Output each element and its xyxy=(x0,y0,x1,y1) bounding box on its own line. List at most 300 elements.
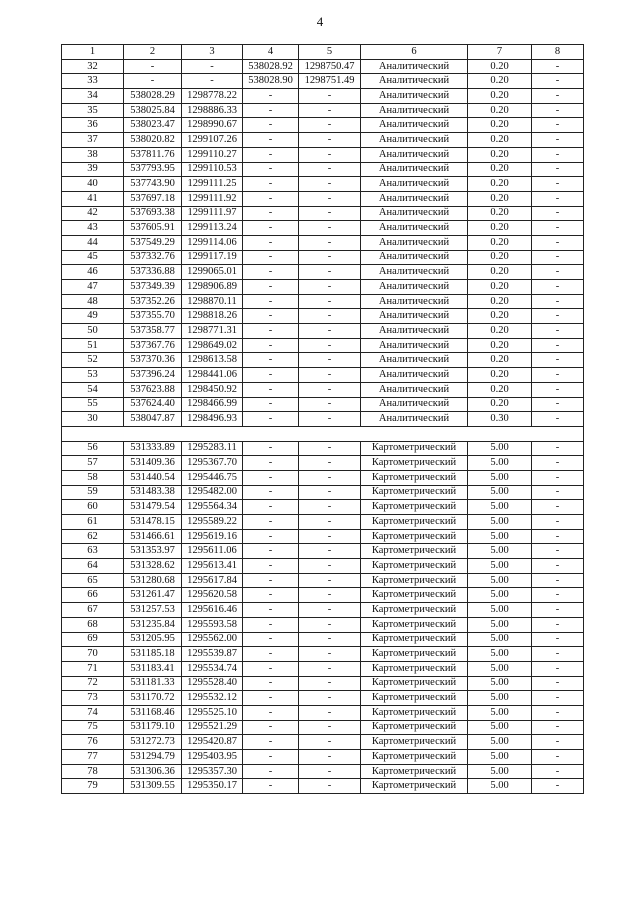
table-cell: 1295532.12 xyxy=(182,691,243,706)
table-cell: 537358.77 xyxy=(124,324,182,339)
table-cell: 1298649.02 xyxy=(182,338,243,353)
table-cell: 5.00 xyxy=(468,779,532,794)
table-cell: 1295613.41 xyxy=(182,559,243,574)
table-cell: - xyxy=(299,705,361,720)
table-cell: - xyxy=(299,779,361,794)
table-cell: - xyxy=(532,573,584,588)
header-cell: 6 xyxy=(361,45,468,60)
table-cell: Аналитический xyxy=(361,353,468,368)
table-cell: - xyxy=(243,309,299,324)
table-cell: - xyxy=(299,265,361,280)
table-row xyxy=(62,280,584,295)
table-cell: - xyxy=(532,162,584,177)
table-cell: - xyxy=(299,338,361,353)
table-cell: Картометрический xyxy=(361,559,468,574)
table-row xyxy=(62,118,584,133)
table-cell: 5.00 xyxy=(468,559,532,574)
table-cell: - xyxy=(243,559,299,574)
table-cell: 41 xyxy=(62,191,124,206)
table-row xyxy=(62,779,584,794)
table-cell: - xyxy=(532,588,584,603)
table-cell: 1298818.26 xyxy=(182,309,243,324)
table-cell: - xyxy=(532,294,584,309)
table-cell: - xyxy=(532,265,584,280)
table-cell: - xyxy=(124,74,182,89)
table-cell: 55 xyxy=(62,397,124,412)
table-cell: Аналитический xyxy=(361,324,468,339)
table-cell: Картометрический xyxy=(361,603,468,618)
table-cell: 1299107.26 xyxy=(182,133,243,148)
table-cell: - xyxy=(532,59,584,74)
table-cell: - xyxy=(532,235,584,250)
table-separator xyxy=(62,426,584,441)
table-cell: 0.20 xyxy=(468,250,532,265)
table-cell: Аналитический xyxy=(361,74,468,89)
table-cell: 43 xyxy=(62,221,124,236)
table-row xyxy=(62,529,584,544)
table-row xyxy=(62,294,584,309)
table-cell: 1295619.16 xyxy=(182,529,243,544)
table-body-cartometric xyxy=(62,441,584,794)
table-cell: 537549.29 xyxy=(124,235,182,250)
header-cell: 8 xyxy=(532,45,584,60)
table-cell: 1298750.47 xyxy=(299,59,361,74)
table-cell: Картометрический xyxy=(361,515,468,530)
table-cell: Аналитический xyxy=(361,177,468,192)
table-cell: Картометрический xyxy=(361,676,468,691)
table-cell: - xyxy=(243,280,299,295)
table-cell: 5.00 xyxy=(468,500,532,515)
table-cell: 5.00 xyxy=(468,588,532,603)
table-row xyxy=(62,206,584,221)
table-cell: - xyxy=(299,309,361,324)
table-cell: 531479.54 xyxy=(124,500,182,515)
table-cell: - xyxy=(182,59,243,74)
table-cell: - xyxy=(299,177,361,192)
table-cell: 1295525.10 xyxy=(182,705,243,720)
table-cell: 1299065.01 xyxy=(182,265,243,280)
table-cell: 62 xyxy=(62,529,124,544)
header-cell: 2 xyxy=(124,45,182,60)
table-cell: 77 xyxy=(62,750,124,765)
table-cell: 1298496.93 xyxy=(182,412,243,427)
table-cell: 537396.24 xyxy=(124,368,182,383)
table-cell: - xyxy=(532,382,584,397)
table-cell: 0.20 xyxy=(468,191,532,206)
table-row xyxy=(62,353,584,368)
table-cell: - xyxy=(243,764,299,779)
table-cell: - xyxy=(532,691,584,706)
table-cell: 73 xyxy=(62,691,124,706)
table-row xyxy=(62,720,584,735)
table-cell: - xyxy=(243,250,299,265)
table-cell: 537793.95 xyxy=(124,162,182,177)
table-cell: - xyxy=(532,89,584,104)
table-cell: - xyxy=(243,676,299,691)
table-cell: 537352.26 xyxy=(124,294,182,309)
table-row xyxy=(62,309,584,324)
table-cell: 531280.68 xyxy=(124,573,182,588)
table-cell: - xyxy=(299,559,361,574)
table-row xyxy=(62,735,584,750)
table-cell: Картометрический xyxy=(361,529,468,544)
table-cell: 531181.33 xyxy=(124,676,182,691)
table-cell: - xyxy=(243,441,299,456)
table-cell: 537605.91 xyxy=(124,221,182,236)
table-row xyxy=(62,382,584,397)
table-cell: 531409.36 xyxy=(124,456,182,471)
empty-cell xyxy=(62,426,584,441)
table-cell: - xyxy=(532,779,584,794)
table-cell: 68 xyxy=(62,617,124,632)
table-cell: - xyxy=(243,177,299,192)
table-cell: 531170.72 xyxy=(124,691,182,706)
table-cell: 1295564.34 xyxy=(182,500,243,515)
table-cell: 34 xyxy=(62,89,124,104)
table-cell: - xyxy=(532,764,584,779)
table-cell: 537355.70 xyxy=(124,309,182,324)
table-cell: - xyxy=(299,206,361,221)
table-cell: - xyxy=(532,118,584,133)
table-cell: - xyxy=(299,485,361,500)
header-cell: 4 xyxy=(243,45,299,60)
table-cell: 54 xyxy=(62,382,124,397)
table-cell: - xyxy=(243,603,299,618)
table-cell: 52 xyxy=(62,353,124,368)
table-cell: 1298450.92 xyxy=(182,382,243,397)
table-cell: 60 xyxy=(62,500,124,515)
table-cell: - xyxy=(299,280,361,295)
coordinates-table xyxy=(61,44,584,794)
table-cell: - xyxy=(299,191,361,206)
table-cell: 1299110.27 xyxy=(182,147,243,162)
table-cell: 0.20 xyxy=(468,59,532,74)
table-cell: - xyxy=(532,515,584,530)
table-cell: - xyxy=(532,603,584,618)
table-row xyxy=(62,661,584,676)
table-cell: Аналитический xyxy=(361,309,468,324)
table-cell: 1299114.06 xyxy=(182,235,243,250)
table-cell: - xyxy=(299,544,361,559)
table-cell: - xyxy=(243,500,299,515)
table-cell: - xyxy=(532,368,584,383)
table-row xyxy=(62,632,584,647)
table-cell: 5.00 xyxy=(468,441,532,456)
table-cell: 1299111.92 xyxy=(182,191,243,206)
table-cell: 50 xyxy=(62,324,124,339)
table-cell: - xyxy=(532,74,584,89)
table-row xyxy=(62,676,584,691)
table-row xyxy=(62,412,584,427)
table-row xyxy=(62,250,584,265)
table-cell: - xyxy=(243,221,299,236)
table-cell: - xyxy=(243,456,299,471)
table-cell: 538023.47 xyxy=(124,118,182,133)
table-cell: 531333.89 xyxy=(124,441,182,456)
table-cell: - xyxy=(532,250,584,265)
table-cell: - xyxy=(299,735,361,750)
table-cell: 46 xyxy=(62,265,124,280)
table-cell: 531440.54 xyxy=(124,470,182,485)
table-cell: Картометрический xyxy=(361,456,468,471)
table-cell: 531306.36 xyxy=(124,764,182,779)
table-cell: - xyxy=(299,676,361,691)
table-cell: - xyxy=(299,221,361,236)
table-cell: 78 xyxy=(62,764,124,779)
table-cell: - xyxy=(532,177,584,192)
table-cell: 71 xyxy=(62,661,124,676)
table-cell: 1295611.06 xyxy=(182,544,243,559)
table-row xyxy=(62,573,584,588)
table-body-analytic xyxy=(62,59,584,426)
table-cell: 1298771.31 xyxy=(182,324,243,339)
table-cell: - xyxy=(243,338,299,353)
table-cell: 67 xyxy=(62,603,124,618)
table-cell: - xyxy=(243,206,299,221)
table-cell: - xyxy=(532,338,584,353)
table-cell: 5.00 xyxy=(468,705,532,720)
table-cell: Аналитический xyxy=(361,221,468,236)
table-cell: - xyxy=(299,324,361,339)
table-cell: 38 xyxy=(62,147,124,162)
table-cell: 1298906.89 xyxy=(182,280,243,295)
table-cell: Аналитический xyxy=(361,206,468,221)
table-cell: - xyxy=(299,470,361,485)
table-cell: 0.20 xyxy=(468,147,532,162)
table-cell: - xyxy=(532,103,584,118)
table-cell: Аналитический xyxy=(361,294,468,309)
table-cell: - xyxy=(243,720,299,735)
table-cell: - xyxy=(532,720,584,735)
table-cell: 76 xyxy=(62,735,124,750)
table-cell: Картометрический xyxy=(361,441,468,456)
table-cell: - xyxy=(299,147,361,162)
table-cell: Картометрический xyxy=(361,750,468,765)
table-cell: 531183.41 xyxy=(124,661,182,676)
table-cell: - xyxy=(299,632,361,647)
table-cell: - xyxy=(532,397,584,412)
table-cell: Картометрический xyxy=(361,691,468,706)
table-cell: 5.00 xyxy=(468,470,532,485)
table-cell: 0.30 xyxy=(468,412,532,427)
table-cell: 63 xyxy=(62,544,124,559)
table-cell: 537623.88 xyxy=(124,382,182,397)
table-cell: - xyxy=(243,544,299,559)
table-cell: 0.20 xyxy=(468,309,532,324)
page-number: 4 xyxy=(316,14,324,29)
table-row xyxy=(62,133,584,148)
table-cell: - xyxy=(243,573,299,588)
table-cell: Аналитический xyxy=(361,59,468,74)
table-row xyxy=(62,500,584,515)
table-cell: 1295482.00 xyxy=(182,485,243,500)
table-cell: 537332.76 xyxy=(124,250,182,265)
table-cell: Аналитический xyxy=(361,397,468,412)
table-cell: - xyxy=(299,764,361,779)
table-row xyxy=(62,265,584,280)
table-cell: 5.00 xyxy=(468,691,532,706)
table-cell: Картометрический xyxy=(361,720,468,735)
table-cell: 72 xyxy=(62,676,124,691)
table-cell: 48 xyxy=(62,294,124,309)
table-cell: 56 xyxy=(62,441,124,456)
empty-row xyxy=(62,426,584,441)
table-cell: 0.20 xyxy=(468,280,532,295)
table-row xyxy=(62,559,584,574)
table-cell: 0.20 xyxy=(468,74,532,89)
table-cell: - xyxy=(299,617,361,632)
table-row xyxy=(62,397,584,412)
table-cell: - xyxy=(243,89,299,104)
table-cell: 5.00 xyxy=(468,573,532,588)
table-cell: - xyxy=(299,162,361,177)
table-cell: 531353.97 xyxy=(124,544,182,559)
table-row xyxy=(62,603,584,618)
table-cell: Аналитический xyxy=(361,118,468,133)
table-cell: 0.20 xyxy=(468,206,532,221)
table-cell: 1298751.49 xyxy=(299,74,361,89)
table-cell: - xyxy=(299,691,361,706)
table-cell: - xyxy=(182,74,243,89)
table-cell: - xyxy=(243,382,299,397)
table-cell: 537367.76 xyxy=(124,338,182,353)
table-row xyxy=(62,89,584,104)
table-cell: Картометрический xyxy=(361,632,468,647)
table-cell: - xyxy=(299,441,361,456)
table-cell: 45 xyxy=(62,250,124,265)
table-cell: 5.00 xyxy=(468,515,532,530)
table-cell: 64 xyxy=(62,559,124,574)
table-cell: - xyxy=(243,735,299,750)
table-cell: 5.00 xyxy=(468,456,532,471)
table-cell: Картометрический xyxy=(361,544,468,559)
table-cell: - xyxy=(532,632,584,647)
table-cell: 1298613.58 xyxy=(182,353,243,368)
table-row xyxy=(62,544,584,559)
table-cell: 1295528.40 xyxy=(182,676,243,691)
table-cell: 0.20 xyxy=(468,397,532,412)
table-cell: 1298441.06 xyxy=(182,368,243,383)
table-cell: - xyxy=(532,559,584,574)
table-cell: Аналитический xyxy=(361,235,468,250)
table-cell: 1295367.70 xyxy=(182,456,243,471)
table-cell: - xyxy=(243,412,299,427)
table-cell: Аналитический xyxy=(361,162,468,177)
table-cell: - xyxy=(243,661,299,676)
table-cell: - xyxy=(532,617,584,632)
table-cell: 70 xyxy=(62,647,124,662)
table-cell: 51 xyxy=(62,338,124,353)
table-cell: - xyxy=(532,735,584,750)
table-cell: 1299113.24 xyxy=(182,221,243,236)
table-cell: Аналитический xyxy=(361,147,468,162)
table-cell: 0.20 xyxy=(468,103,532,118)
table-row xyxy=(62,647,584,662)
table-cell: 531328.62 xyxy=(124,559,182,574)
table-cell: 1299111.97 xyxy=(182,206,243,221)
table-cell: - xyxy=(532,441,584,456)
table-row xyxy=(62,162,584,177)
table-cell: - xyxy=(532,324,584,339)
table-row xyxy=(62,691,584,706)
table-cell: Картометрический xyxy=(361,588,468,603)
table-cell: 37 xyxy=(62,133,124,148)
table-cell: 0.20 xyxy=(468,368,532,383)
table-cell: - xyxy=(243,103,299,118)
table-cell: 1299110.53 xyxy=(182,162,243,177)
table-cell: - xyxy=(532,456,584,471)
table-cell: - xyxy=(532,353,584,368)
table-cell: - xyxy=(243,529,299,544)
table-cell: 30 xyxy=(62,412,124,427)
table-cell: Аналитический xyxy=(361,133,468,148)
table-cell: - xyxy=(243,191,299,206)
table-cell: - xyxy=(532,676,584,691)
table-cell: 531478.15 xyxy=(124,515,182,530)
table-cell: 538028.29 xyxy=(124,89,182,104)
table-row xyxy=(62,338,584,353)
table-cell: 531179.10 xyxy=(124,720,182,735)
table-cell: 0.20 xyxy=(468,338,532,353)
table-cell: 0.20 xyxy=(468,235,532,250)
table-cell: 531168.46 xyxy=(124,705,182,720)
table-cell: 537624.40 xyxy=(124,397,182,412)
table-cell: - xyxy=(532,206,584,221)
table-row xyxy=(62,103,584,118)
header-cell: 1 xyxy=(62,45,124,60)
table-row xyxy=(62,368,584,383)
table-cell: - xyxy=(243,294,299,309)
table-cell: 531309.55 xyxy=(124,779,182,794)
table-cell: 5.00 xyxy=(468,735,532,750)
table-cell: 35 xyxy=(62,103,124,118)
table-cell: 5.00 xyxy=(468,764,532,779)
header-cell: 3 xyxy=(182,45,243,60)
table-cell: 538028.90 xyxy=(243,74,299,89)
table-cell: 1295616.46 xyxy=(182,603,243,618)
table-cell: - xyxy=(532,191,584,206)
table-cell: 1295283.11 xyxy=(182,441,243,456)
header-cell: 7 xyxy=(468,45,532,60)
table-cell: - xyxy=(532,647,584,662)
table-cell: - xyxy=(532,147,584,162)
table-cell: 1299117.19 xyxy=(182,250,243,265)
table-cell: 0.20 xyxy=(468,265,532,280)
table-cell: 1295350.17 xyxy=(182,779,243,794)
table-cell: - xyxy=(243,147,299,162)
table-cell: - xyxy=(532,661,584,676)
table-cell: - xyxy=(299,294,361,309)
table-cell: - xyxy=(299,588,361,603)
table-cell: 531261.47 xyxy=(124,588,182,603)
table-cell: 1298870.11 xyxy=(182,294,243,309)
table-cell: - xyxy=(532,280,584,295)
table-cell: 531272.73 xyxy=(124,735,182,750)
table-row xyxy=(62,617,584,632)
table-row xyxy=(62,74,584,89)
table-cell: - xyxy=(299,103,361,118)
table-cell: 1299111.25 xyxy=(182,177,243,192)
table-cell: 537697.18 xyxy=(124,191,182,206)
table-cell: 1295357.30 xyxy=(182,764,243,779)
table-cell: 5.00 xyxy=(468,544,532,559)
table-cell: - xyxy=(243,617,299,632)
table-row xyxy=(62,456,584,471)
table-cell: 0.20 xyxy=(468,382,532,397)
table-cell: Аналитический xyxy=(361,103,468,118)
table-cell: 1295620.58 xyxy=(182,588,243,603)
table-cell: Картометрический xyxy=(361,647,468,662)
